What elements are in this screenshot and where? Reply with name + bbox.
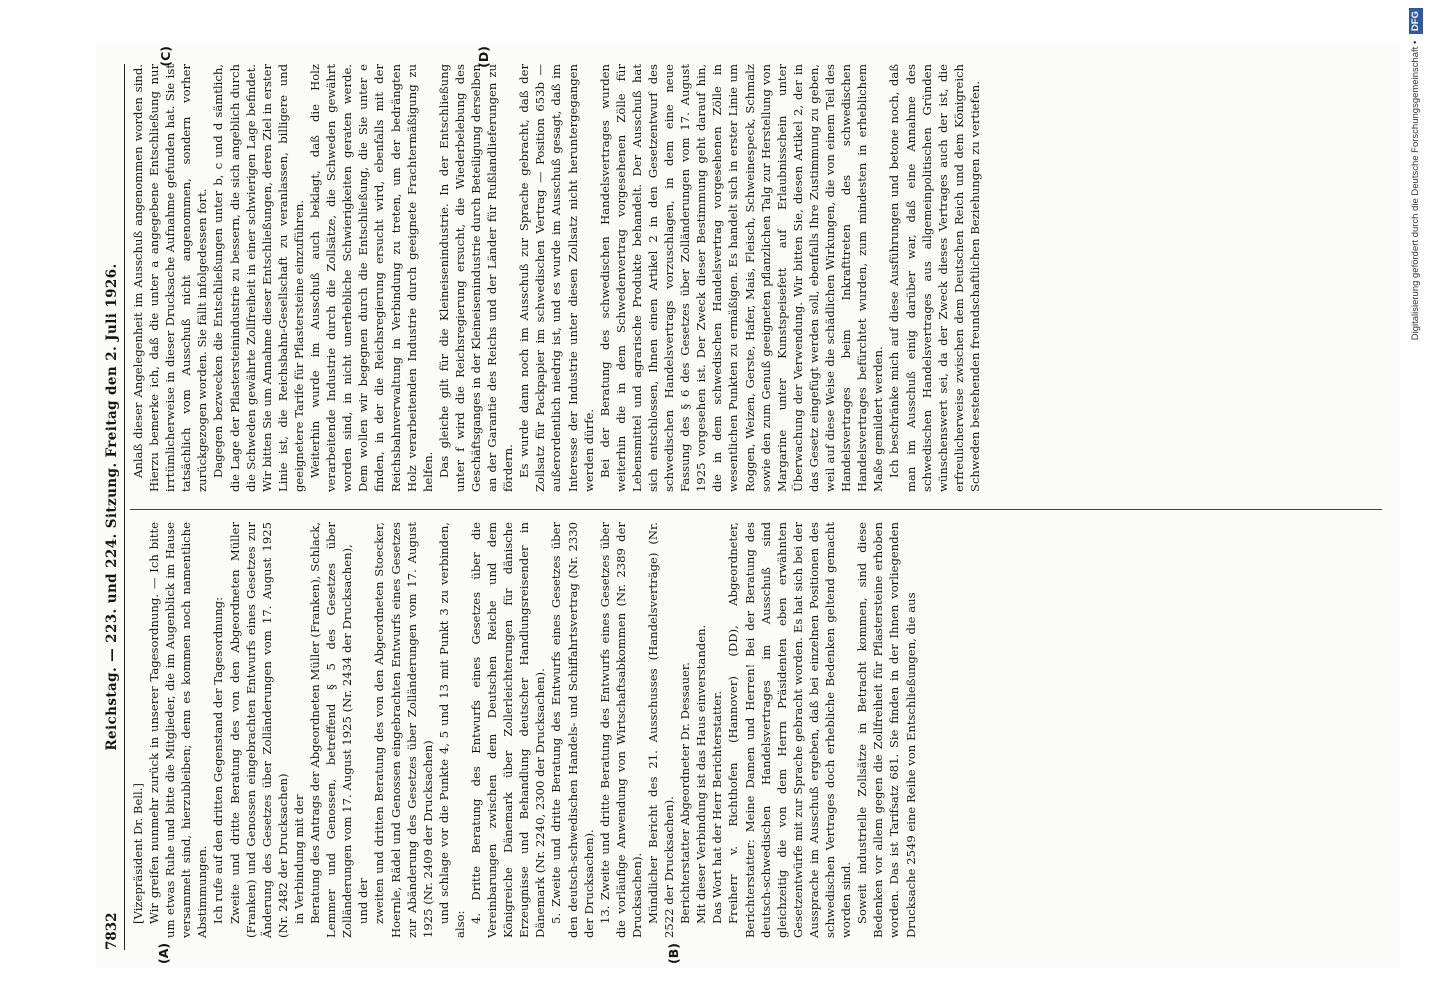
rotated-page-content — [96, 44, 1400, 968]
paragraph: Es wurde dann noch im Ausschuß zur Sprache gebracht, daß der Zollsatz für Packpapier im schwedischen Vertrag — Position 653b — außerordentlich niedrig ist, und es wurde im Ausschuß gesagt, daß im Interesse der Industrie unter diesen Zollsatz nicht heruntergegangen werden dürfe. — [517, 64, 596, 492]
paragraph: 13. Zweite und dritte Beratung des Entwurfs eines Gesetzes über die vorläufige Anwendung von Wirtschaftsabkommen (Nr. 2389 der Drucksachen). — [597, 522, 644, 938]
paragraph: Das Wort hat der Herr Berichterstatter. — [710, 690, 725, 924]
digitization-note-text: Digitalisierung gefördert durch die Deutsche Forschungsgemeinschaft • — [1410, 40, 1421, 341]
paragraph: Mündlicher Bericht des 21. Ausschusses (Handelsverträge) (Nr. 2522 der Drucksachen). — [646, 522, 677, 938]
page-number: 7832 — [104, 912, 120, 950]
scanned-page — [96, 44, 1400, 968]
right-column — [130, 64, 1382, 492]
paragraph: in Verbindung mit der — [291, 794, 306, 924]
margin-marker-b: (B) — [666, 943, 681, 964]
paragraph: und schlage vor die Punkte 4, 5 und 13 mit Punkt 3 zu verbinden, also: — [436, 522, 467, 938]
paragraph: Weiterhin wurde im Ausschuß auch beklagt, daß die Holz verarbeitende Industrie durch die Zollsätze, die Schweden gewährt worden sind, in nicht unerhebliche Schwierigkeiten geraten werde. Dem wollen wir begegnen durch die Entschließung, die Sie unter e finden, in der die Reichsregierung ersucht wird, ebenfalls mit der Reichsbahnverwaltung in Verbindung zu treten, um der bedrängten Holz verarbeitenden Industrie durch geeignete Frachtermäßigung zu helfen. — [308, 64, 435, 492]
margin-marker-a: (A) — [156, 942, 171, 964]
margin-marker-d: (D) — [476, 46, 491, 68]
paragraph: 4. Dritte Beratung des Entwurfs eines Gesetzes über die Vereinbarungen zwischen dem Deutschen Reiche und dem Königreiche Dänemark über Zollerleichterungen für dänische Erzeugnisse und Behandlung deutscher Handlungsreisender in Dänemark (Nr. 2240, 2300 der Drucksachen). — [468, 522, 548, 938]
digitization-sidebar — [1406, 8, 1426, 988]
paragraph: Ich rufe auf den dritten Gegenstand der Tagesordnung: — [211, 597, 226, 924]
paragraph: Das gleiche gilt für die Kleineisenindustrie. In der Entschließung unter f wird die Reichsregierung ersucht, die Wiederbelebung des Geschäftsganges in der Kleineisenindustrie durch Beteiligung derselben an der Garantie des Reichs und der Länder für Rußlandlieferungen zu fördern. — [436, 64, 516, 492]
paragraph: Wir greifen nunmehr zurück in unserer Tagesordnung. — Ich bitte um etwas Ruhe und bitte die Mitglieder, die im Augenblick im Hause versammelt sind, hierzubleiben; denn es kommen noch namentliche Abstimmungen. — [147, 522, 210, 938]
paragraph: Bei der Beratung des schwedischen Handelsvertrages wurden weiterhin die in dem Schwedenvertrag vorgesehenen Zölle für Lebensmittel und agrarische Produkte behandelt. Der Ausschuß hat sich entschlossen, Ihnen einen Artikel 2 in den Gesetzentwurf des schwedischen Handelsvertrags vorzuschlagen, in dem eine neue Fassung des § 6 des Gesetzes über Zolländerungen vom 17. August 1925 vorgesehen ist. Der Zweck dieser Bestimmung geht darauf hin, die in dem schwedischen Handelsvertrag vorgesehenen Zölle in wesentlichen Punkten zu ermäßigen. Es handelt sich in erster Linie um Roggen, Weizen, Gerste, Hafer, Mais, Fleisch, Schweinespeck, Schmalz sowie den zum Genuß geeigneten pflanzlichen Talg zur Herstellung von Margarine unter Kunstspeisefett auf Erlaubnisschein unter Überwachung der Verwendung. Wir bitten Sie, diesen Artikel 2, der in das Gesetz eingefügt werden soll, ebenfalls Ihre Zustimmung zu geben, weil auf diese Weise die schädlichen Wirkungen, die von einem Teil des Handelsvertrages beim Inkrafttreten des schwedischen Handelsvertrages befürchtet wurden, zum mindesten in erheblichem Maße gemildert werden. — [597, 64, 886, 492]
paragraph: Soweit industrielle Zollsätze in Betracht kommen, sind diese Bedenken vor allem gegen die Zollfreiheit für Pflastersteine erhoben worden. Das ist Tarifsatz 681. Sie finden in der Ihnen vorliegenden Drucksache 2549 eine Reihe von Entschließungen, die aus — [855, 522, 918, 938]
paragraph: 5. Zweite und dritte Beratung des Entwurfs eines Gesetzes über den deutsch-schwedischen Handels- und Schiffahrtsvertrag (Nr. 2330 der Drucksachen). — [549, 522, 596, 938]
header-rule — [124, 64, 125, 950]
paragraph: Dagegen bezwecken die Entschließungen unter b, c und d sämtlich, die Lage der Pflastersteinindustrie zu bessern, die sich angeblich durch die Schweden gewährte Zollfreiheit in einer schwierigen Lage befindet. Wir bitten Sie um Annahme dieser Entschließungen, deren Ziel in erster Linie ist, die Reichsbahn-Gesellschaft zu veranlassen, billigere und geeignetere Tarife für Pflastersteine einzuführen. — [211, 64, 306, 492]
paragraph: und der — [356, 878, 371, 924]
page-header — [104, 64, 126, 950]
paragraph: Ich beschränke mich auf diese Ausführungen und betone noch, daß man im Ausschuß einig darüber war, daß eine Annahme des schwedischen Handelsvertrages aus allgemeinpolitischen Gründen wünschenswert sei, da der Zweck dieses Vertrages auch der ist, die erfreulicherweise zwischen dem Deutschen Reich und dem Königreich Schweden bestehenden freundschaftlichen Beziehungen zu vertiefen. — [887, 64, 982, 492]
digitization-note — [1406, 8, 1426, 988]
paragraph: Berichterstatter Abgeordneter Dr. Dessauer. — [678, 662, 693, 924]
paragraph: Mit dieser Verbindung ist das Haus einverstanden. — [694, 624, 709, 924]
paragraph: Anlaß dieser Angelegenheit im Ausschuß angenommen worden sind. Hierzu bemerke ich, daß die unter a angegebene Entschließung nur irrtümlicherweise in dieser Drucksache Aufnahme gefunden hat. Sie ist tatsächlich vom Ausschuß nicht angenommen, sondern vorher zurückgezogen worden. Sie fällt infolgedessen fort. — [131, 64, 210, 492]
paragraph: Freiherr v. Richthofen (Hannover) (DD), Abgeordneter, Berichterstatter: Meine Damen und Herren! Bei der Beratung des deutsch-schwedischen Handelsvertrages im Ausschuß sind gleichzeitig die von dem Herrn Präsidenten eben erwähnten Gesetzentwürfe mit zur Sprache gebracht worden. Es hat sich bei der Aussprache im Ausschuß ergeben, daß bei einzelnen Positionen des schwedischen Vertrages doch erhebliche Bedenken geltend gemacht worden sind. — [726, 522, 854, 938]
paragraph: Beratung des Antrags der Abgeordneten Müller (Franken), Schlack, Lemmer und Genossen, betreffend § 5 des Gesetzes über Zolländerungen vom 17. August 1925 (Nr. 2434 der Drucksachen), — [308, 522, 355, 938]
paragraph: Zweite und dritte Beratung des von den Abgeordneten Müller (Franken) und Genossen eingebrachten Entwurfs eines Gesetzes zur Änderung des Gesetzes über Zolländerungen vom 17. August 1925 (Nr. 2482 der Drucksachen) — [227, 522, 290, 938]
paragraph: zweiten und dritten Beratung des von den Abgeordneten Stoecker, Hoernle, Rädel und Genossen eingebrachten Entwurfs eines Gesetzes zur Abänderung des Gesetzes über Zolländerungen vom 17. August 1925 (Nr. 2409 der Drucksachen) — [372, 522, 435, 938]
left-column — [130, 522, 1382, 938]
paragraph: [Vizepräsident Dr. Bell.] — [131, 783, 145, 924]
dfg-logo: DFG — [1409, 8, 1423, 34]
margin-marker-c: (C) — [158, 46, 173, 67]
column-divider — [130, 509, 1382, 510]
session-line: Reichstag. — 223. und 224. Sitzung. Freitag den 2. Juli 1926. — [104, 263, 120, 751]
